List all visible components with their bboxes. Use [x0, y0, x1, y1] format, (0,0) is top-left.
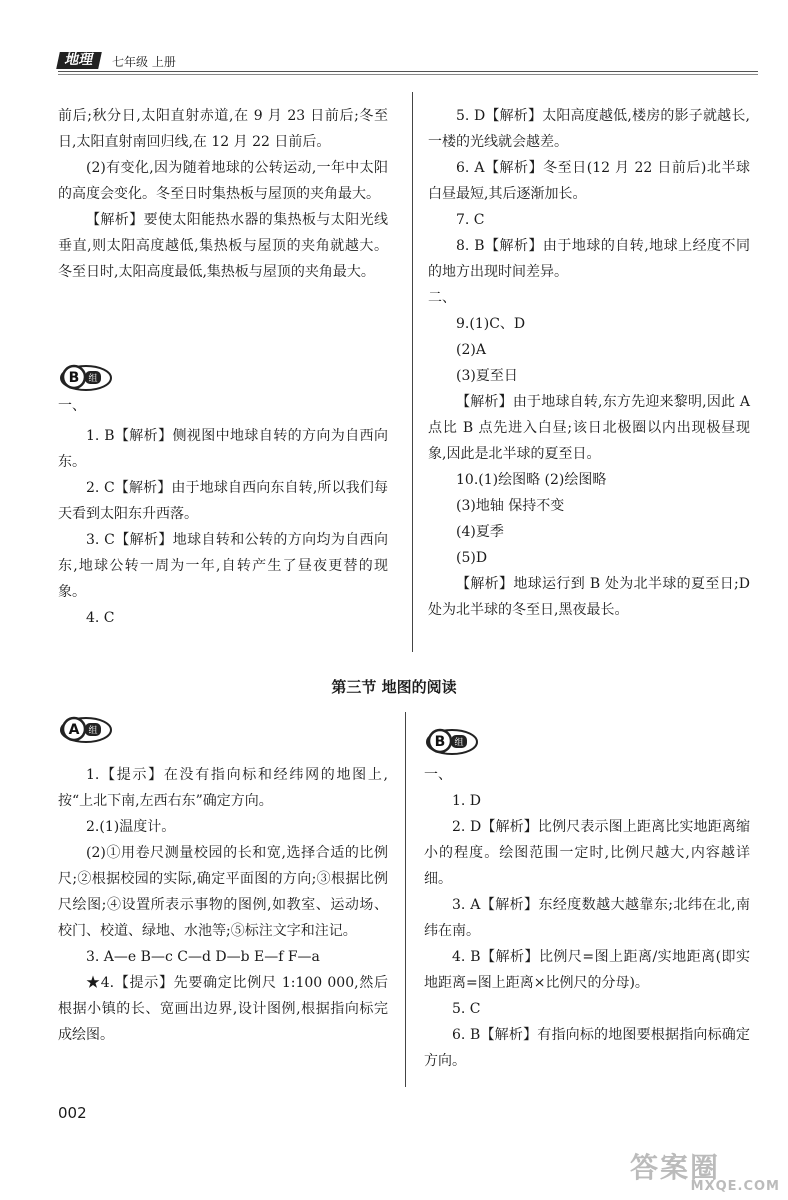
- answer-item: (2)A: [456, 342, 486, 358]
- section-number: 二、: [428, 290, 456, 306]
- group-b-badge: [424, 726, 480, 756]
- section-title: 第三节 地图的阅读: [331, 678, 457, 696]
- section-number: 一、: [58, 398, 86, 414]
- group-b-badge: [58, 362, 114, 392]
- answer-item: 3. A【解析】东经度数越大越靠东;北纬在北,南纬在南。: [424, 897, 750, 939]
- answer-item: 2. D【解析】比例尺表示图上距离比实地距离缩小的程度。绘图范围一定时,比例尺越大,内容越详细。: [424, 819, 750, 887]
- answer-item: 2.(1)温度计。: [86, 819, 176, 835]
- svg-text:组: 组: [88, 726, 98, 736]
- answer-item: 5. C: [452, 1001, 481, 1017]
- group-a-badge: [58, 714, 114, 744]
- answer-item: 8. B【解析】由于地球的自转,地球上经度不同的地方出现时间差异。: [428, 238, 750, 280]
- top-left-column: [58, 103, 388, 285]
- column-divider: [412, 92, 413, 652]
- answer-item: 3. C【解析】地球自转和公转的方向均为自西向东,地球公转一周为一年,自转产生了昼夜更替的现象。: [58, 532, 388, 600]
- analysis-text: 【解析】由于地球自转,东方先迎来黎明,因此 A 点比 B 点先进入白昼;该日北极圈以内出现极昼现象,因此是北半球的夏至日。: [428, 394, 750, 462]
- answer-text: 前后;秋分日,太阳直射赤道,在 9 月 23 日前后;冬至日,太阳直射南回归线,在 12 月 22 日前后。: [58, 108, 388, 150]
- svg-text:B: B: [68, 370, 80, 386]
- answer-item: 2. C【解析】由于地球自西向东自转,所以我们每天看到太阳东升西落。: [58, 480, 388, 522]
- svg-text:A: A: [68, 722, 80, 738]
- answer-text: 【解析】要使太阳能热水器的集热板与太阳光线垂直,则太阳高度越低,集热板与屋顶的夹角就越大。冬至日时,太阳高度最低,集热板与屋顶的夹角最大。: [58, 212, 388, 280]
- answer-item: 9.(1)C、D: [456, 316, 526, 332]
- answer-item: (2)①用卷尺测量校园的长和宽,选择合适的比例尺;②根据校园的实际,确定平面图的方向;③根据比例尺绘图;④设置所表示事物的图例,如教室、运动场、校门、校道、绿地、水池等;⑤标注文字和注记。: [58, 845, 388, 939]
- answer-item: 6. B【解析】有指向标的地图要根据指向标确定方向。: [424, 1027, 750, 1069]
- answer-item: (4)夏季: [456, 524, 504, 540]
- grade-label: 七年级 上册: [112, 55, 176, 69]
- answer-item: 1.【提示】在没有指向标和经纬网的地图上,按“上北下南,左西右东”确定方向。: [58, 767, 388, 809]
- answer-item: (3)地轴 保持不变: [456, 498, 565, 514]
- watermark-text: 答案圈: [630, 1151, 721, 1184]
- top-left-b-group: [58, 393, 388, 631]
- svg-text:B: B: [434, 734, 446, 750]
- analysis-text: 【解析】地球运行到 B 处为北半球的夏至日;D 处为北半球的冬至日,黑夜最长。: [428, 576, 750, 618]
- watermark: [630, 1146, 780, 1194]
- top-right-column: [428, 103, 750, 623]
- answer-item: 3. A—e B—c C—d D—b E—f F—a: [86, 949, 320, 965]
- subject-tag: 地理: [56, 52, 102, 69]
- answer-item: 5. D【解析】太阳高度越低,楼房的影子就越长,一楼的光线就会越差。: [428, 108, 750, 150]
- header-rule: [58, 71, 758, 72]
- svg-text:组: 组: [88, 374, 98, 384]
- answer-item: 1. B【解析】侧视图中地球自转的方向为自西向东。: [58, 428, 388, 470]
- page-number: 002: [58, 1104, 87, 1122]
- page-header: [58, 50, 758, 72]
- section-number: 一、: [424, 767, 452, 783]
- answer-item: (5)D: [456, 550, 488, 566]
- answer-text: (2)有变化,因为随着地球的公转运动,一年中太阳的高度会变化。冬至日时集热板与屋顶的夹角最大。: [58, 160, 388, 202]
- watermark-url: MXQE.COM: [690, 1179, 780, 1194]
- bottom-left-column: [58, 762, 388, 1048]
- answer-item: 4. C: [86, 610, 115, 626]
- answer-item: ★4.【提示】先要确定比例尺 1:100 000,然后根据小镇的长、宽画出边界,设计图例,根据指向标完成绘图。: [58, 975, 388, 1043]
- answer-item: 1. D: [452, 793, 482, 809]
- answer-item: 10.(1)绘图略 (2)绘图略: [456, 472, 607, 488]
- bottom-right-column: [424, 762, 750, 1074]
- column-divider: [405, 712, 406, 1087]
- answer-item: 7. C: [456, 212, 485, 228]
- answer-item: 6. A【解析】冬至日(12 月 22 日前后)北半球白昼最短,其后逐渐加长。: [428, 160, 750, 202]
- answer-item: (3)夏至日: [456, 368, 518, 384]
- header-rule-thin: [58, 74, 758, 75]
- answer-item: 4. B【解析】比例尺=图上距离/实地距离(即实地距离=图上距离×比例尺的分母)。: [424, 949, 750, 991]
- svg-text:组: 组: [454, 738, 464, 748]
